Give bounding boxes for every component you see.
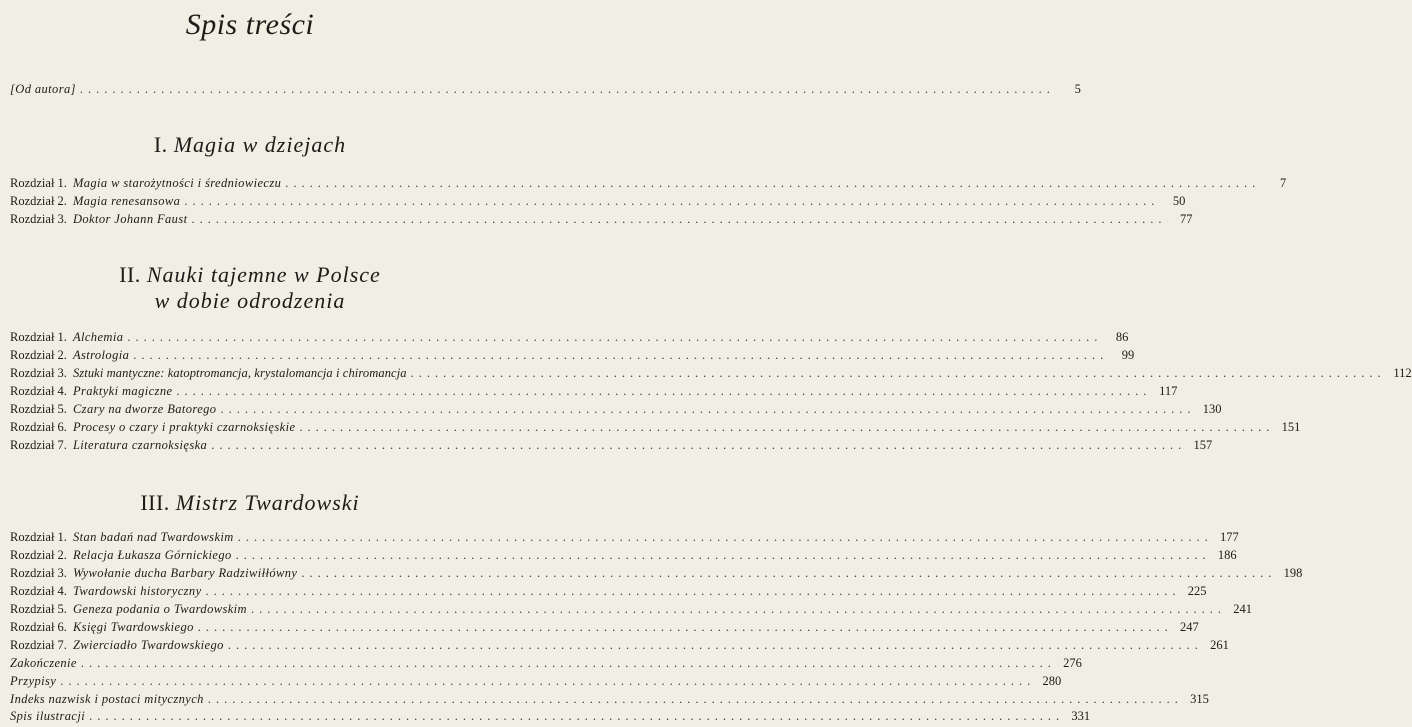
entry-title: Indeks nazwisk i postaci mitycznych	[10, 692, 204, 706]
part-title: w dobie odrodzenia	[154, 288, 346, 313]
toc-entry-back-matter	[10, 690, 1209, 708]
chapter-number: Rozdział 2.	[10, 548, 67, 562]
leader-dots: ........................................................................................................................	[235, 548, 1211, 562]
toc-entry-preface	[10, 80, 1081, 98]
part-number: I.	[153, 132, 168, 157]
entry-page: 280	[1042, 674, 1062, 688]
toc-entry	[10, 546, 1237, 564]
leader-dots: ........................................................................................................................	[80, 656, 1056, 670]
chapter-number: Rozdział 6.	[10, 420, 67, 434]
leader-dots: ........................................................................................................................	[220, 402, 1196, 416]
leader-dots: ........................................................................................................................	[237, 530, 1213, 544]
toc-entry	[10, 436, 1213, 454]
entry-page: 241	[1233, 602, 1252, 616]
toc-entry	[10, 418, 1301, 436]
entry-page: 86	[1115, 330, 1129, 344]
entry-page: 99	[1121, 348, 1135, 362]
chapter-number: Rozdział 6.	[10, 620, 67, 634]
part-heading	[0, 132, 500, 158]
part-number: III.	[140, 490, 170, 515]
chapter-title: Astrologia	[72, 348, 130, 362]
entry-page: 247	[1180, 620, 1199, 634]
chapter-title: Doktor Johann Faust	[72, 212, 188, 226]
toc-entry	[10, 636, 1229, 654]
part-title: Mistrz Twardowski	[175, 490, 360, 515]
toc-entry	[10, 564, 1303, 582]
entry-page: 117	[1159, 384, 1178, 398]
leader-dots: ........................................................................................................................	[133, 348, 1109, 362]
chapter-title: Relacja Łukasza Górnickiego	[72, 548, 232, 562]
part-heading	[0, 262, 500, 288]
leader-dots: ........................................................................................................................	[211, 438, 1187, 452]
leader-dots: ........................................................................................................................	[301, 566, 1277, 580]
leader-dots: ........................................................................................................................	[197, 620, 1173, 634]
leader-dots: ........................................................................................................................	[205, 584, 1181, 598]
entry-page: 5	[1074, 82, 1081, 96]
entry-page: 77	[1179, 212, 1193, 226]
entry-page: 331	[1071, 709, 1091, 723]
leader-dots: ........................................................................................................................	[176, 384, 1152, 398]
entry-title: Zakończenie	[10, 656, 77, 670]
leader-dots: ........................................................................................................................	[227, 638, 1203, 652]
entry-page: 157	[1193, 438, 1213, 452]
toc-entry	[10, 382, 1178, 400]
toc-entry	[10, 528, 1239, 546]
entry-page: 7	[1280, 176, 1287, 190]
chapter-number: Rozdział 2.	[10, 194, 67, 208]
toc-entry	[10, 192, 1186, 210]
chapter-number: Rozdział 1.	[10, 330, 67, 344]
toc-entry	[10, 400, 1222, 418]
chapter-number: Rozdział 4.	[10, 584, 67, 598]
chapter-number: Rozdział 1.	[10, 176, 67, 190]
chapter-number: Rozdział 7.	[10, 638, 67, 652]
entry-page: 112	[1393, 366, 1412, 380]
toc-entry	[10, 600, 1252, 618]
leader-dots: ........................................................................................................................	[251, 602, 1226, 616]
chapter-number: Rozdział 3.	[10, 566, 67, 580]
toc-entry	[10, 210, 1193, 228]
leader-dots: ........................................................................................................................	[89, 709, 1065, 723]
leader-dots: ........................................................................................................................	[207, 692, 1183, 706]
toc-entry	[10, 328, 1129, 346]
chapter-title: Twardowski historyczny	[72, 584, 202, 598]
leader-dots: ........................................................................................................................	[191, 212, 1167, 226]
chapter-title: Stan badań nad Twardowskim	[72, 530, 234, 544]
chapter-number: Rozdział 3.	[10, 212, 67, 226]
toc-entry	[10, 582, 1207, 600]
chapter-number: Rozdział 2.	[10, 348, 67, 362]
chapter-title: Alchemia	[72, 330, 124, 344]
leader-dots: ........................................................................................................................	[127, 330, 1103, 344]
leader-dots: ........................................................................................................................	[285, 176, 1261, 190]
chapter-number: Rozdział 4.	[10, 384, 67, 398]
entry-page: 50	[1172, 194, 1186, 208]
chapter-title: Praktyki magiczne	[72, 384, 173, 398]
leader-dots: ........................................................................................................................	[410, 366, 1386, 380]
entry-page: 186	[1217, 548, 1237, 562]
leader-dots: ........................................................................................................................	[60, 674, 1036, 688]
chapter-number: Rozdział 1.	[10, 530, 67, 544]
chapter-title: Procesy o czary i praktyki czarnoksięskie	[72, 420, 296, 434]
chapter-title: Wywołanie ducha Barbary Radziwiłłówny	[72, 566, 298, 580]
entry-page: 177	[1219, 530, 1239, 544]
toc-entry-back-matter	[10, 707, 1091, 725]
chapter-title: Czary na dworze Batorego	[72, 402, 217, 416]
leader-dots: ........................................................................................................................	[299, 420, 1275, 434]
chapter-title: Księgi Twardowskiego	[72, 620, 194, 634]
chapter-title: Literatura czarnoksięska	[72, 438, 208, 452]
entry-page: 151	[1281, 420, 1301, 434]
toc-entry-back-matter	[10, 672, 1062, 690]
chapter-number: Rozdział 3.	[10, 366, 67, 380]
chapter-title: Magia w starożytności i średniowieczu	[72, 176, 282, 190]
entry-page: 130	[1202, 402, 1222, 416]
chapter-title: Geneza podania o Twardowskim	[72, 602, 247, 616]
chapter-title: Zwierciadło Twardowskiego	[72, 638, 224, 652]
chapter-number: Rozdział 5.	[10, 602, 67, 616]
toc-entry	[10, 364, 1412, 382]
entry-title: Spis ilustracji	[10, 709, 86, 723]
part-title: Magia w dziejach	[173, 132, 347, 157]
entry-page: 315	[1190, 692, 1209, 706]
entry-title: Przypisy	[10, 674, 57, 688]
leader-dots: ........................................................................................................................	[79, 82, 1055, 96]
part-title: Nauki tajemne w Polsce	[146, 262, 381, 287]
part-heading	[0, 288, 500, 314]
chapter-title: Sztuki mantyczne: katoptromancja, krystalomancja i chiromancja	[72, 366, 407, 380]
entry-page: 276	[1063, 656, 1082, 670]
chapter-number: Rozdział 5.	[10, 402, 67, 416]
toc-entry	[10, 174, 1287, 192]
page-title: Spis treści	[185, 8, 315, 41]
chapter-title: Magia renesansowa	[72, 194, 181, 208]
entry-page: 198	[1283, 566, 1303, 580]
entry-page: 225	[1187, 584, 1207, 598]
toc-entry-back-matter	[10, 654, 1082, 672]
entry-title: [Od autora]	[10, 82, 76, 96]
part-heading	[0, 490, 500, 516]
entry-page: 261	[1210, 638, 1229, 652]
chapter-number: Rozdział 7.	[10, 438, 67, 452]
part-number: II.	[119, 262, 141, 287]
toc-entry	[10, 346, 1135, 364]
toc-entry	[10, 618, 1199, 636]
leader-dots: ........................................................................................................................	[184, 194, 1160, 208]
